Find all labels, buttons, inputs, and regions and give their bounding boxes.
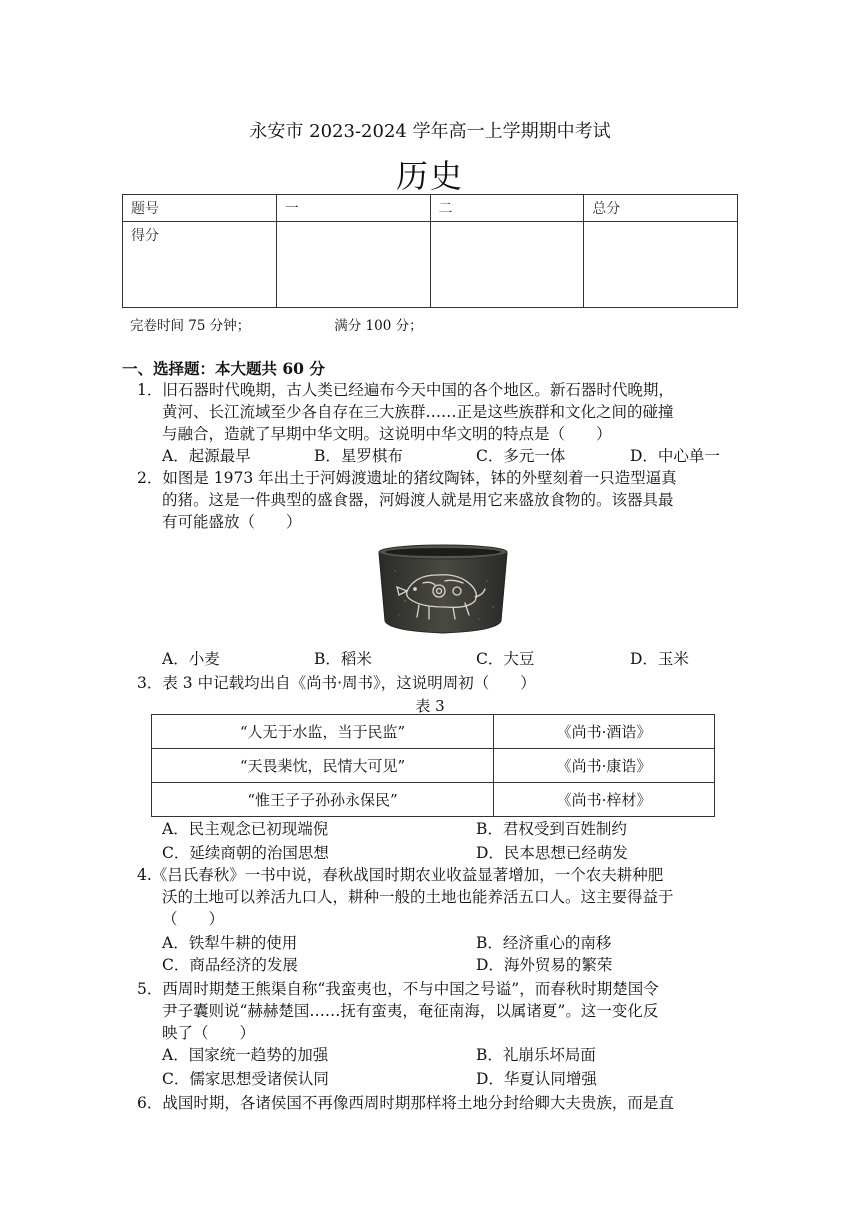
subject-title: 历史 bbox=[395, 157, 464, 195]
question-2-line-2: 的猪。这是一件典型的盛食器，河姆渡人就是用它来盛放食物的。该器具最 bbox=[162, 491, 674, 509]
question-2-option-b[interactable]: B．稻米 bbox=[314, 650, 372, 668]
question-3-option-d[interactable]: D．民本思想已经萌发 bbox=[476, 844, 628, 862]
question-1-line-3: 与融合，造就了早期中华文明。这说明中华文明的特点是（ ） bbox=[162, 425, 612, 443]
question-5-line-1: 5．西周时期楚王熊渠自称“我蛮夷也，不与中国之号谥”，而春秋时期楚国令 bbox=[137, 980, 659, 998]
table-row bbox=[152, 715, 715, 749]
score-header-total: 总分 bbox=[584, 195, 738, 222]
question-3-option-b[interactable]: B．君权受到百姓制约 bbox=[476, 820, 627, 838]
question-2-line-3: 有可能盛放（ ） bbox=[162, 513, 302, 531]
question-3-option-a[interactable]: A．民主观念已初现端倪 bbox=[162, 820, 329, 838]
exam-title: 永安市 2023-2024 学年高一上学期期中考试 bbox=[249, 121, 611, 142]
table-row bbox=[152, 783, 715, 817]
question-5-option-d[interactable]: D．华夏认同增强 bbox=[476, 1070, 597, 1088]
score-header-part2: 二 bbox=[430, 195, 584, 222]
score-cell-part1[interactable] bbox=[276, 222, 430, 308]
table-cell-source: 《尚书·梓材》 bbox=[494, 783, 715, 817]
question-3-line-1: 3．表 3 中记载均出自《尚书·周书》，这说明周初（ ） bbox=[137, 674, 536, 692]
exam-info bbox=[130, 314, 423, 334]
question-5-option-b[interactable]: B．礼崩乐坏局面 bbox=[476, 1046, 596, 1064]
question-1-option-c[interactable]: C．多元一体 bbox=[476, 447, 566, 465]
score-row-label: 得分 bbox=[123, 222, 277, 308]
question-2-option-a[interactable]: A．小麦 bbox=[162, 650, 220, 668]
question-4-option-a[interactable]: A．铁犁牛耕的使用 bbox=[162, 934, 298, 952]
exam-time: 完卷时间 75 分钟； bbox=[130, 318, 251, 334]
score-header-part1: 一 bbox=[276, 195, 430, 222]
question-1-option-a[interactable]: A．起源最早 bbox=[162, 447, 251, 465]
pig-pattern-pottery-bowl-image bbox=[375, 541, 511, 635]
table-3-caption: 表 3 bbox=[415, 697, 445, 715]
question-5-option-c[interactable]: C．儒家思想受诸侯认同 bbox=[162, 1070, 329, 1088]
table-cell-quote: “天畏棐忱，民情大可见” bbox=[152, 749, 494, 783]
question-4-option-d[interactable]: D．海外贸易的繁荣 bbox=[476, 956, 613, 974]
table-row bbox=[152, 749, 715, 783]
score-header-label: 题号 bbox=[123, 195, 277, 222]
table-cell-source: 《尚书·康诰》 bbox=[494, 749, 715, 783]
table-cell-source: 《尚书·酒诰》 bbox=[494, 715, 715, 749]
question-1-line-2: 黄河、长江流域至少各自存在三大族群……正是这些族群和文化之间的碰撞 bbox=[162, 403, 674, 421]
exam-full-score: 满分 100 分； bbox=[334, 318, 423, 334]
question-2-option-d[interactable]: D．玉米 bbox=[630, 650, 689, 668]
question-4-line-1: 4.《吕氏春秋》一书中说，春秋战国时期农业收益显著增加，一个农夫耕种肥 bbox=[137, 866, 664, 884]
question-1-line-1: 1．旧石器时代晚期，古人类已经遍布今天中国的各个地区。新石器时代晚期， bbox=[137, 381, 674, 399]
table-3 bbox=[151, 714, 715, 817]
question-4-option-b[interactable]: B．经济重心的南移 bbox=[476, 934, 612, 952]
question-4-line-3: （ ） bbox=[162, 910, 225, 928]
question-3-option-c[interactable]: C．延续商朝的治国思想 bbox=[162, 844, 329, 862]
question-2-option-c[interactable]: C．大豆 bbox=[476, 650, 535, 668]
question-5-line-3: 映了（ ） bbox=[162, 1024, 256, 1042]
score-cell-total[interactable] bbox=[584, 222, 738, 308]
question-6-line-1: 6．战国时期，各诸侯国不再像西周时期那样将土地分封给卿大夫贵族，而是直 bbox=[137, 1094, 674, 1112]
question-2-line-1: 2．如图是 1973 年出土于河姆渡遗址的猪纹陶钵，钵的外壁刻着一只造型逼真 bbox=[137, 469, 677, 487]
section-title: 一、选择题：本大题共 60 分 bbox=[122, 359, 325, 378]
table-cell-quote: “人无于水监，当于民监” bbox=[152, 715, 494, 749]
score-table bbox=[122, 194, 738, 308]
score-cell-part2[interactable] bbox=[430, 222, 584, 308]
question-4-line-2: 沃的土地可以养活九口人，耕种一般的土地也能养活五口人。这主要得益于 bbox=[162, 888, 674, 906]
question-1-option-b[interactable]: B．星罗棋布 bbox=[314, 447, 403, 465]
question-5-option-a[interactable]: A．国家统一趋势的加强 bbox=[162, 1046, 329, 1064]
table-cell-quote: “惟王子子孙孙永保民” bbox=[152, 783, 494, 817]
question-4-option-c[interactable]: C．商品经济的发展 bbox=[162, 956, 298, 974]
question-1-option-d[interactable]: D．中心单一 bbox=[630, 447, 720, 465]
question-5-line-2: 尹子囊则说“赫赫楚国……抚有蛮夷，奄征南海，以属诸夏”。这一变化反 bbox=[162, 1002, 659, 1020]
